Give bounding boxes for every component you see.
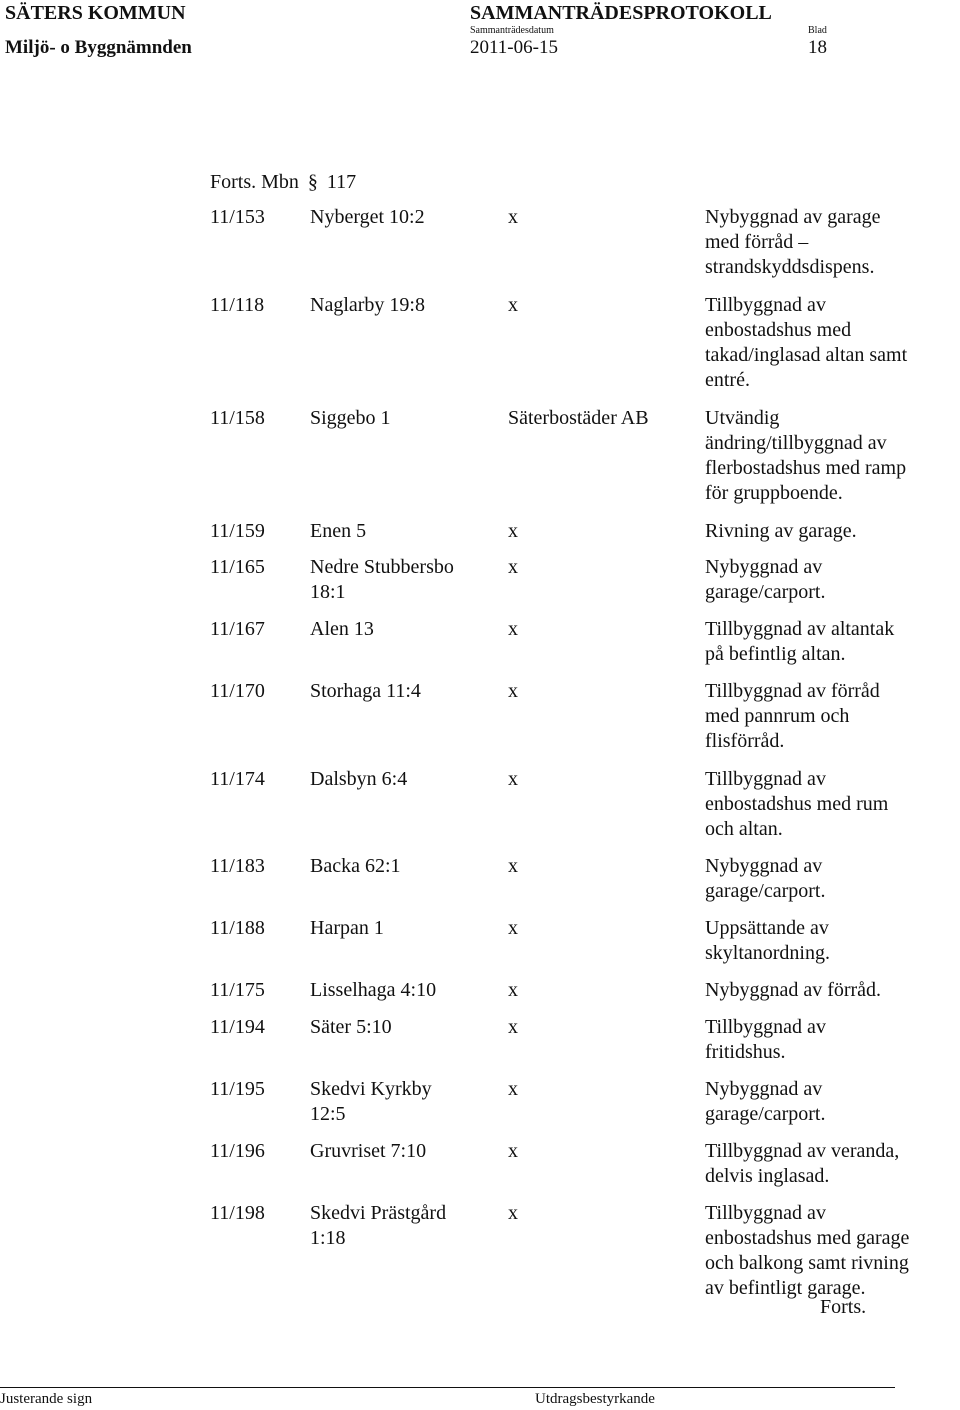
case-description (705, 519, 857, 544)
description-line: garage/carport. (705, 1102, 826, 1125)
description-line: Tillbyggnad av förråd (705, 680, 880, 702)
property-line: Naglarby 19:8 (310, 293, 425, 316)
applicant: x (508, 556, 518, 578)
property-line: Nedre Stubbersbo (310, 556, 454, 578)
applicant: x (508, 206, 518, 228)
case-number: 11/167 (210, 618, 265, 640)
case-number: 11/183 (210, 855, 265, 877)
document-type: SAMMANTRÄDESPROTOKOLL (470, 2, 772, 24)
description-line: av befintligt garage. (705, 1276, 866, 1299)
description-line: Rivning av garage. (705, 519, 857, 542)
property-line: Enen 5 (310, 519, 367, 542)
description-line: fritidshus. (705, 1040, 786, 1063)
applicant: x (508, 1077, 518, 1100)
section-symbol: § (307, 171, 318, 193)
case-number: 11/194 (210, 1015, 265, 1038)
property-line: Harpan 1 (310, 917, 384, 939)
footer-rule (0, 1387, 895, 1388)
description-line: skyltanordning. (705, 942, 830, 964)
description-line: enbostadshus med rum (705, 792, 889, 815)
org-name: SÄTERS KOMMUN (5, 2, 186, 24)
footer-utdragsbestyrkande: Utdragsbestyrkande (535, 1391, 655, 1407)
page-label: Blad (808, 25, 827, 36)
property-designation (310, 1139, 426, 1164)
description-line: och altan. (705, 817, 783, 840)
property-designation (310, 1201, 446, 1251)
case-number: 11/196 (210, 1139, 265, 1162)
description-line: takad/inglasad altan samt (705, 343, 908, 366)
case-description (705, 1015, 826, 1065)
property-designation (310, 978, 436, 1003)
description-line: Uppsättande av (705, 917, 829, 939)
description-line: delvis inglasad. (705, 1164, 830, 1187)
date-label: Sammanträdesdatum (470, 25, 554, 36)
property-designation (310, 293, 425, 318)
description-line: garage/carport. (705, 581, 826, 603)
page-number: 18 (808, 37, 827, 58)
description-line: flerbostadshus med ramp (705, 456, 907, 479)
case-description (705, 293, 907, 393)
applicant: x (508, 618, 518, 640)
applicant: x (508, 293, 518, 316)
applicant: x (508, 917, 518, 939)
description-line: ändring/tillbyggnad av (705, 431, 887, 454)
continued-label: Forts. (820, 1296, 867, 1318)
property-designation (310, 854, 401, 879)
description-line: Nybyggnad av garage (705, 206, 881, 228)
case-number: 11/165 (210, 556, 265, 578)
case-description (705, 406, 906, 506)
case-description (705, 1139, 899, 1189)
case-number: 11/159 (210, 519, 265, 542)
property-designation (310, 519, 366, 544)
description-line: för gruppboende. (705, 481, 843, 504)
property-line: Nyberget 10:2 (310, 206, 425, 228)
property-line: Skedvi Prästgård (310, 1201, 447, 1224)
applicant: x (508, 1201, 518, 1224)
property-line: Storhaga 11:4 (310, 680, 421, 702)
case-description (705, 854, 825, 904)
footer-justerande: Justerande sign (0, 1391, 93, 1407)
property-designation (310, 1077, 432, 1127)
case-number: 11/175 (210, 979, 265, 1001)
case-number: 11/158 (210, 406, 265, 429)
property-designation (310, 679, 421, 704)
case-description (705, 978, 881, 1003)
description-line: Tillbyggnad av altantak (705, 618, 895, 640)
property-line: Siggebo 1 (310, 406, 391, 429)
property-line: Dalsbyn 6:4 (310, 767, 408, 790)
case-description (705, 679, 880, 754)
applicant: x (508, 519, 518, 542)
property-line: Backa 62:1 (310, 855, 401, 877)
property-designation (310, 617, 374, 642)
description-line: Tillbyggnad av veranda, (705, 1139, 900, 1162)
property-designation (310, 406, 391, 431)
description-line: med förråd – (705, 231, 809, 253)
section-number: 117 (326, 171, 357, 193)
description-line: och balkong samt rivning (705, 1251, 909, 1274)
case-description (705, 555, 825, 605)
property-designation (310, 767, 407, 792)
case-description (705, 617, 894, 667)
case-description (705, 916, 830, 966)
property-line: 12:5 (310, 1102, 346, 1125)
property-designation (310, 916, 384, 941)
property-line: Skedvi Kyrkby (310, 1077, 432, 1100)
applicant: x (508, 855, 518, 877)
case-number: 11/153 (210, 206, 265, 228)
property-line: 1:18 (310, 1226, 346, 1249)
applicant: x (508, 767, 518, 790)
property-designation (310, 205, 425, 230)
applicant: x (508, 1139, 518, 1162)
description-line: Nybyggnad av (705, 556, 823, 578)
meeting-date: 2011-06-15 (470, 37, 558, 58)
case-number: 11/170 (210, 680, 265, 702)
description-line: flisförråd. (705, 730, 785, 752)
applicant: Säterbostäder AB (508, 406, 649, 429)
description-line: enbostadshus med garage (705, 1226, 910, 1249)
description-line: Tillbyggnad av (705, 1015, 826, 1038)
property-line: 18:1 (310, 581, 346, 603)
description-line: Tillbyggnad av (705, 293, 826, 316)
section-title-text: Forts. Mbn (210, 171, 299, 193)
description-line: Tillbyggnad av (705, 767, 826, 790)
case-number: 11/198 (210, 1201, 265, 1224)
description-line: Nybyggnad av (705, 855, 823, 877)
description-line: strandskyddsdispens. (705, 256, 875, 278)
applicant: x (508, 1015, 518, 1038)
description-line: Tillbyggnad av (705, 1201, 826, 1224)
property-line: Säter 5:10 (310, 1015, 392, 1038)
description-line: med pannrum och (705, 705, 850, 727)
applicant: x (508, 979, 518, 1001)
property-line: Alen 13 (310, 618, 374, 640)
description-line: garage/carport. (705, 880, 826, 902)
department-name: Miljö- o Byggnämnden (5, 37, 192, 58)
case-number: 11/174 (210, 767, 265, 790)
description-line: Nybyggnad av (705, 1077, 823, 1100)
case-description (705, 1077, 825, 1127)
property-designation (310, 555, 454, 605)
applicant: x (508, 680, 518, 702)
description-line: Utvändig (705, 406, 780, 429)
description-line: Nybyggnad av förråd. (705, 979, 882, 1001)
property-line: Lisselhaga 4:10 (310, 979, 437, 1001)
case-number: 11/118 (210, 293, 265, 316)
case-description (705, 767, 888, 842)
case-number: 11/195 (210, 1077, 265, 1100)
property-line: Gruvriset 7:10 (310, 1139, 427, 1162)
property-designation (310, 1015, 392, 1040)
description-line: på befintlig altan. (705, 643, 846, 665)
description-line: entré. (705, 368, 750, 391)
case-description (705, 205, 881, 280)
case-number: 11/188 (210, 917, 265, 939)
section-title (210, 170, 356, 195)
case-description (705, 1201, 909, 1301)
description-line: enbostadshus med (705, 318, 852, 341)
